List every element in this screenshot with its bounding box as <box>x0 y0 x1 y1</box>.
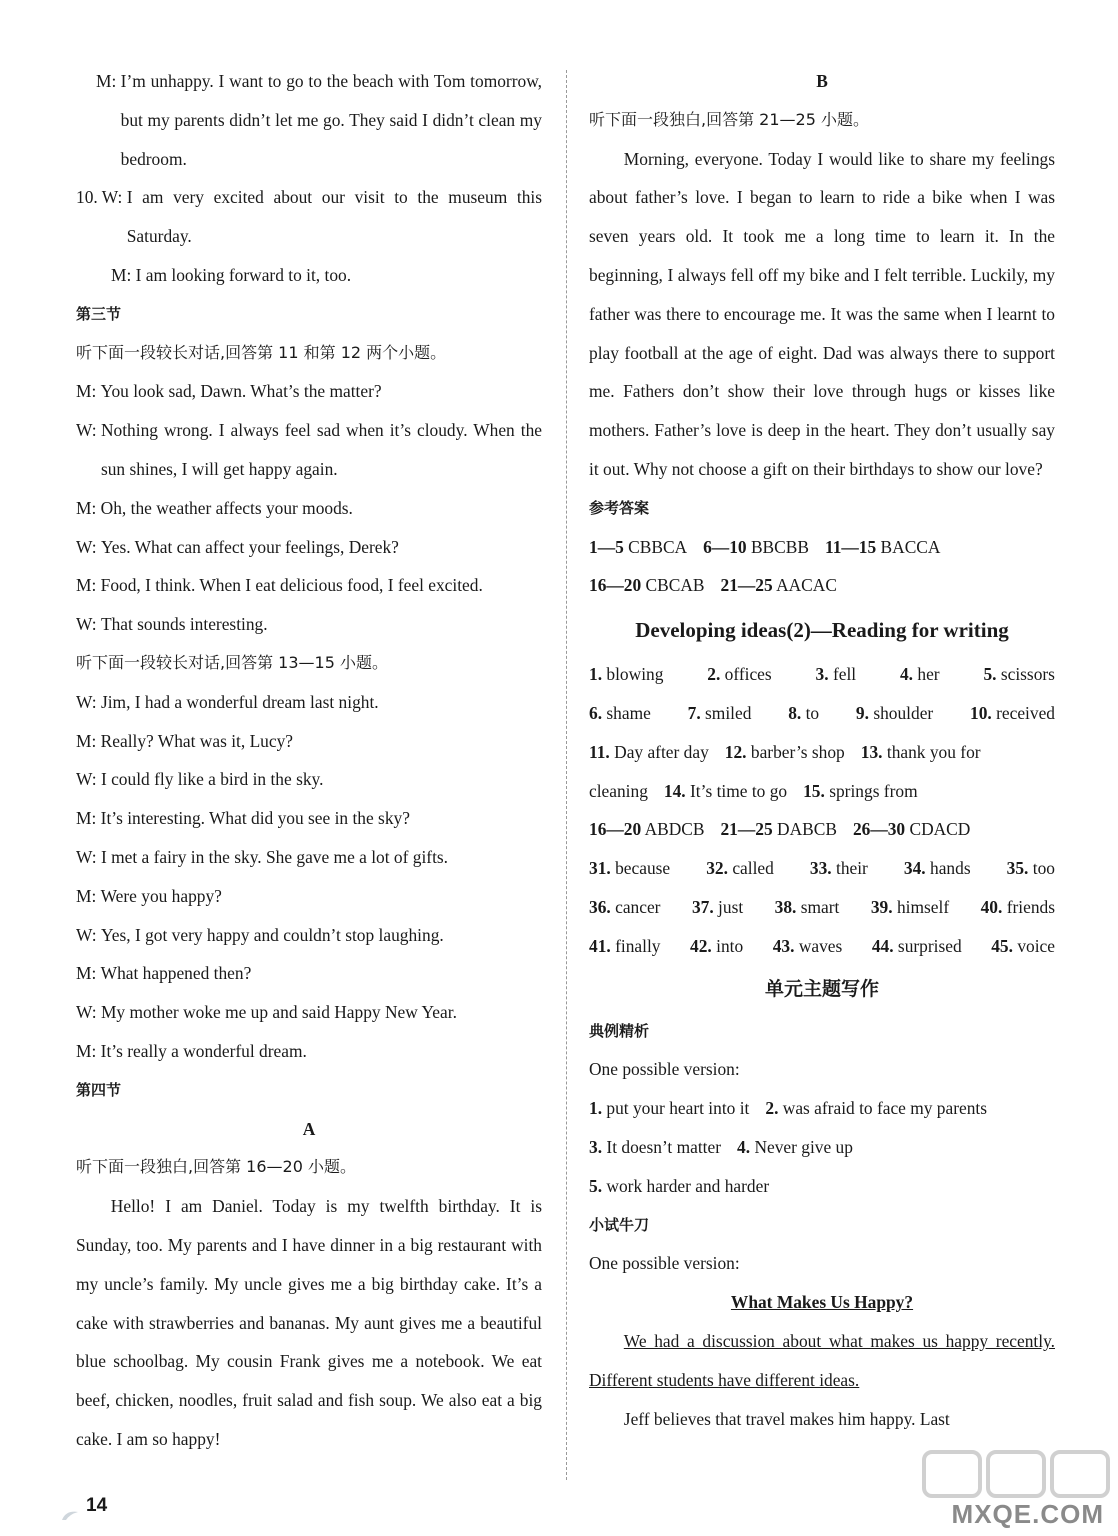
answer-item <box>983 655 1055 694</box>
answer-item <box>970 694 1055 733</box>
possible-version-1: One possible version: <box>589 1059 740 1080</box>
speaker-label: M: <box>76 885 101 906</box>
answer-row <box>589 772 1055 811</box>
answer-item <box>721 566 837 605</box>
answer-number: 32. <box>706 858 728 879</box>
answer-text: It’s time to go <box>690 780 788 801</box>
answer-text: offices <box>724 664 772 685</box>
answer-text: fell <box>832 664 857 685</box>
answer-item <box>871 888 949 927</box>
page-number: 14 <box>86 1495 108 1516</box>
dialog-text: That sounds interesting. <box>100 614 268 635</box>
watermark-text: MXQE.COM <box>951 1499 1104 1529</box>
answer-text: BACCA <box>880 536 941 557</box>
speaker-label: W: <box>76 536 101 557</box>
answer-number: 38. <box>774 896 797 917</box>
answer-item <box>589 927 661 966</box>
answer-text: voice <box>1017 935 1055 956</box>
answer-text: her <box>917 664 940 685</box>
answer-number: 21—25 <box>720 575 773 596</box>
answer-text: It doesn’t matter <box>606 1136 722 1157</box>
answer-number: 2. <box>707 664 721 685</box>
answer-item <box>991 927 1055 966</box>
dialog-text: My mother woke me up and said Happy New Year. <box>100 1002 457 1023</box>
answer-number: 34. <box>903 858 926 879</box>
answer-item <box>725 733 845 772</box>
answer-number: 2. <box>765 1098 779 1119</box>
answer-text: shoulder <box>873 702 934 723</box>
answer-text: ABDCB <box>644 819 705 840</box>
answer-number: 11. <box>589 741 610 762</box>
dialog-line <box>76 799 542 838</box>
dialog-line <box>76 954 542 993</box>
answer-item <box>589 772 648 811</box>
answer-item <box>810 849 868 888</box>
example-analysis-label: 典例精析 <box>589 1021 650 1040</box>
unit-writing-title: 单元主题写作 <box>764 977 879 1000</box>
answer-row <box>589 1128 1055 1167</box>
answer-number: 16—20 <box>589 819 642 840</box>
answer-text: into <box>716 935 744 956</box>
answer-item <box>589 655 663 694</box>
answer-text: put your heart into it <box>606 1098 750 1119</box>
answer-number: 1. <box>589 664 603 685</box>
speaker-label: M: <box>111 264 136 285</box>
dialog-text: You look sad, Dawn. What’s the matter? <box>100 381 382 402</box>
dialog-line <box>76 256 542 295</box>
answer-item <box>737 1128 853 1167</box>
answer-text: blowing <box>606 664 664 685</box>
dialog-text: Yes. What can affect your feelings, Derek? <box>100 536 399 557</box>
answer-text: smiled <box>705 702 752 723</box>
answer-text: barber’s shop <box>750 741 845 762</box>
dialog-line <box>76 178 542 256</box>
dialog-line <box>76 605 542 644</box>
answer-item <box>825 528 941 567</box>
answer-number: 13. <box>860 741 883 762</box>
answer-number: 10. <box>970 702 992 723</box>
monologue-b: Morning, everyone. Today I would like to share my feelings about father’s love. I began to learn to ride a bike when I was seven years old. It took me a long time to learn it. In the beginning, I always fell off my bike and I felt terrible. Luckily, my father was there to encourage me. It was the same when I learnt to play football at the age of eight. Dad was always there to support me. Fathers don’t show their love through hugs or kisses like mothers. Father’s love is deep in the heart. They don’t usually say it out. Why not choose a gift on their birthdays to show our love? <box>589 148 1055 479</box>
answer-number: 11—15 <box>824 536 877 557</box>
answer-text: CDACD <box>909 819 971 840</box>
answer-item <box>803 772 918 811</box>
section-3-instruction-2: 听下面一段较长对话,回答第 13—15 小题。 <box>76 652 388 672</box>
answer-row <box>589 888 1055 927</box>
answer-row <box>589 849 1055 888</box>
answer-text: because <box>615 858 671 879</box>
dialog-line <box>76 722 542 761</box>
answer-number: 7. <box>687 702 701 723</box>
section-3-instruction-1: 听下面一段较长对话,回答第 11 和第 12 两个小题。 <box>76 342 447 362</box>
answer-item <box>861 733 981 772</box>
monologue-a: Hello! I am Daniel. Today is my twelfth birthday. It is Sunday, too. My parents and I have dinner in a big restaurant with my uncle’s family. My uncle gives me a big birthday cake. It’s a cake with strawberries and bananas. My aunt gives me a beautiful blue schoolbag. My cousin Frank gives me a notebook. We eat beef, chicken, noodles, fruit salad and fish soup. We also eat a big cake. I am so happy! <box>76 1196 542 1449</box>
answer-text: surprised <box>897 935 962 956</box>
essay-paragraph-2: Jeff believes that travel makes him happy. Last <box>623 1408 950 1429</box>
answer-text: CBBCA <box>628 536 688 557</box>
answer-row <box>589 1089 1055 1128</box>
dialog-2 <box>76 683 542 1071</box>
answer-number: 5. <box>589 1175 603 1196</box>
dialog-1 <box>76 372 542 644</box>
answer-item <box>589 1167 769 1206</box>
dialog-line <box>76 62 542 178</box>
speaker-label: M: <box>76 963 101 984</box>
answer-item <box>589 528 687 567</box>
answer-text: their <box>835 858 868 879</box>
dialog-line <box>76 877 542 916</box>
dialog-text: It’s interesting. What did you see in the sky? <box>100 808 410 829</box>
answer-item <box>589 694 651 733</box>
answer-item <box>589 810 704 849</box>
speaker-label: W: <box>76 846 101 867</box>
answer-item <box>664 772 787 811</box>
section-4-instruction: 听下面一段独白,回答第 16—20 小题。 <box>76 1157 356 1177</box>
answer-item <box>589 1128 721 1167</box>
dialog-text: I am very excited about our visit to the museum this Saturday. <box>126 187 542 247</box>
reference-answers <box>589 528 1055 606</box>
answer-number: 26—30 <box>852 819 906 840</box>
answer-item <box>688 694 752 733</box>
speaker-label: M: <box>96 71 121 91</box>
dialog-text: I met a fairy in the sky. She gave me a lot of gifts. <box>100 846 449 867</box>
answer-text: CBCAB <box>645 575 705 596</box>
answer-item <box>788 694 819 733</box>
speaker-label: W: <box>76 691 101 712</box>
dialog-text: Yes, I got very happy and couldn’t stop laughing. <box>100 924 444 945</box>
dialog-text: Were you happy? <box>100 885 222 906</box>
answer-item <box>1007 849 1055 888</box>
answer-row <box>589 566 1055 605</box>
answer-text: AACAC <box>776 575 837 596</box>
answer-number: 40. <box>980 896 1003 917</box>
answer-item <box>706 849 774 888</box>
answer-text: thank you for <box>886 741 981 762</box>
speaker-label: M: <box>76 730 101 751</box>
answer-text: too <box>1032 858 1055 879</box>
dialog-text: What happened then? <box>100 963 252 984</box>
dialog-line <box>76 489 542 528</box>
answer-item <box>816 655 857 694</box>
speaker-label: M: <box>76 381 101 402</box>
dialog-line <box>76 372 542 411</box>
answer-item <box>589 566 705 605</box>
dialog-line <box>76 683 542 722</box>
answer-item <box>589 849 670 888</box>
answer-number: 12. <box>724 741 747 762</box>
essay-title: What Makes Us Happy? <box>730 1292 914 1313</box>
developing-ideas-title: Developing ideas(2)—Reading for writing <box>635 618 1009 643</box>
section-4-heading: 第四节 <box>76 1080 122 1099</box>
speaker-label: 10. W: <box>76 187 127 208</box>
dialog-line <box>76 411 542 489</box>
part-b-instruction: 听下面一段独白,回答第 21—25 小题。 <box>589 109 869 129</box>
answer-number: 41. <box>589 935 611 956</box>
answer-number: 4. <box>737 1136 751 1157</box>
answer-item <box>765 1089 987 1128</box>
answer-text: scissors <box>1000 664 1055 685</box>
dialog-text: I could fly like a bird in the sky. <box>100 769 324 790</box>
speaker-label: W: <box>76 1002 101 1023</box>
answer-item <box>853 810 970 849</box>
answer-number: 3. <box>815 664 829 685</box>
dialog-line <box>76 528 542 567</box>
right-column <box>589 62 1055 1438</box>
answer-text: was afraid to face my parents <box>782 1098 988 1119</box>
answer-text: Never give up <box>754 1136 853 1157</box>
try-it-label: 小试牛刀 <box>589 1215 650 1234</box>
answer-row <box>589 927 1055 966</box>
answer-number: 33. <box>809 858 832 879</box>
speaker-label: W: <box>76 614 101 635</box>
answer-item <box>589 1089 749 1128</box>
answer-text: springs from <box>829 780 918 801</box>
speaker-label: M: <box>76 1040 101 1061</box>
dialog-text: I am looking forward to it, too. <box>135 264 352 285</box>
answer-row <box>589 733 1055 772</box>
dialog-line <box>76 993 542 1032</box>
speaker-label: M: <box>76 575 101 596</box>
dialog-text: Really? What was it, Lucy? <box>100 730 294 751</box>
dialog-line <box>76 838 542 877</box>
answer-item <box>707 655 771 694</box>
answer-item <box>703 528 809 567</box>
dialog-text: It’s really a wonderful dream. <box>100 1040 307 1061</box>
section-3-heading: 第三节 <box>76 304 122 323</box>
answer-text: himself <box>896 896 950 917</box>
answer-number: 43. <box>772 935 795 956</box>
developing-ideas-answers <box>589 655 1055 965</box>
answer-text: just <box>718 896 744 917</box>
answer-item <box>690 927 743 966</box>
example-answers <box>589 1089 1055 1205</box>
answer-number: 16—20 <box>589 575 642 596</box>
answer-item <box>720 810 836 849</box>
answer-number: 15. <box>803 780 825 801</box>
answer-number: 37. <box>691 896 714 917</box>
answer-number: 8. <box>788 702 802 723</box>
answer-item <box>589 733 709 772</box>
answer-item <box>692 888 743 927</box>
answer-item <box>981 888 1055 927</box>
answer-item <box>775 888 840 927</box>
answer-text: hands <box>930 858 971 879</box>
dialog-text: I’m unhappy. I want to go to the beach with Tom tomorrow, but my parents didn’t let me go. They said I didn’t clean my bedroom. <box>120 71 542 169</box>
answer-number: 21—25 <box>720 819 773 840</box>
part-a-label: A <box>302 1118 316 1139</box>
answer-text: smart <box>800 896 840 917</box>
answer-text: friends <box>1006 896 1055 917</box>
answer-row <box>589 810 1055 849</box>
answer-number: 35. <box>1006 858 1029 879</box>
answer-text: Day after day <box>614 741 709 762</box>
answer-text: cleaning <box>589 780 648 801</box>
answer-item <box>856 694 933 733</box>
dialog-continuation <box>76 62 542 295</box>
answer-text: BBCBB <box>750 536 809 557</box>
page-corner-icon <box>60 1508 80 1522</box>
answer-number: 36. <box>589 896 611 917</box>
dialog-text: Food, I think. When I eat delicious food, I feel excited. <box>100 575 483 596</box>
speaker-label: W: <box>76 769 101 790</box>
answer-number: 39. <box>870 896 893 917</box>
answer-item <box>900 655 940 694</box>
answer-number: 4. <box>899 664 914 685</box>
answer-number: 44. <box>871 935 894 956</box>
answer-text: DABCB <box>777 819 837 840</box>
dialog-line <box>76 760 542 799</box>
answer-item <box>589 888 660 927</box>
answer-number: 9. <box>855 702 869 723</box>
dialog-line <box>76 916 542 955</box>
answer-text: shame <box>606 702 651 723</box>
answer-number: 3. <box>589 1136 603 1157</box>
answer-text: to <box>805 702 820 723</box>
answer-number: 1—5 <box>589 536 624 557</box>
dialog-line <box>76 1032 542 1071</box>
essay-paragraph-1: We had a discussion about what makes us happy recently. Different students have different ideas. <box>589 1330 1055 1390</box>
dialog-text: Jim, I had a wonderful dream last night. <box>100 691 379 712</box>
answer-number: 45. <box>991 935 1013 956</box>
answer-row <box>589 1167 1055 1206</box>
speaker-label: W: <box>76 420 101 441</box>
answer-text: called <box>732 858 774 879</box>
answer-item <box>904 849 971 888</box>
answer-text: work harder and harder <box>606 1175 770 1196</box>
reference-answers-label: 参考答案 <box>589 498 650 517</box>
answer-item <box>773 927 843 966</box>
answer-text: received <box>996 702 1055 723</box>
answer-text: finally <box>615 935 661 956</box>
answer-number: 6. <box>589 702 603 723</box>
answer-number: 5. <box>983 664 997 685</box>
answer-item <box>872 927 962 966</box>
speaker-label: M: <box>76 808 101 829</box>
answer-number: 42. <box>690 935 712 956</box>
dialog-text: Oh, the weather affects your moods. <box>100 497 353 518</box>
speaker-label: M: <box>76 497 101 518</box>
answer-number: 6—10 <box>703 536 747 557</box>
left-column <box>76 62 542 1459</box>
speaker-label: W: <box>76 924 101 945</box>
answer-text: cancer <box>615 896 661 917</box>
part-b-label: B <box>816 71 828 91</box>
possible-version-2: One possible version: <box>589 1253 740 1274</box>
answer-row <box>589 694 1055 733</box>
answer-number: 31. <box>589 858 611 879</box>
answer-text: waves <box>798 935 843 956</box>
answer-row <box>589 528 1055 567</box>
dialog-line <box>76 566 542 605</box>
dialog-text: Nothing wrong. I always feel sad when it’s cloudy. When the sun shines, I will get happy again. <box>100 420 542 479</box>
answer-number: 1. <box>589 1098 603 1119</box>
answer-number: 14. <box>663 780 686 801</box>
answer-row <box>589 655 1055 694</box>
column-divider <box>566 70 567 1480</box>
